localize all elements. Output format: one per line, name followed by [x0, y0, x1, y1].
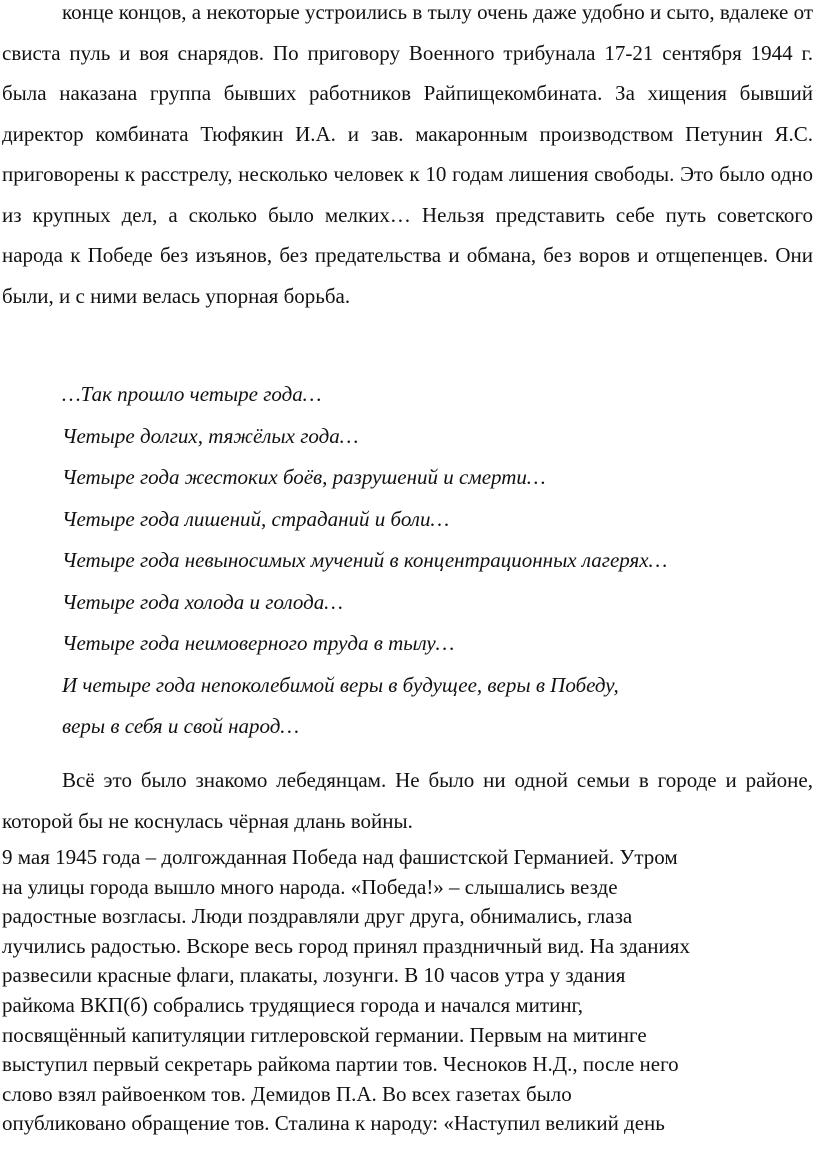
verse-line: веры в себя и свой народ…	[62, 714, 300, 738]
paragraph-3-line: развесили красные флаги, плакаты, лозунги. В 10 часов утра у здания	[2, 963, 626, 988]
paragraph-1: конце концов, а некоторые устроились в тылу очень даже удобно и сыто, вдалеке от свиста пуль и воя снарядов. По приговору Военного трибунала 17-21 сентября 1944 г. была наказана группа бывших работников Райпищекомбината. За хищения бывший директор комбината Тюфякин И.А. и зав. макаронным производством Петунин Я.С. приговорены к расстрелу, несколько человек к 10 годам лишения свободы. Это было одно из крупных дел, а сколько было мелких… Нельзя представить себе путь советского народа к Победе без изъянов, без предательства и обмана, без воров и отщепенцев. Они были, и с ними велась упорная борьба.	[2, 0, 813, 308]
verse-line: Четыре года холода и голода…	[62, 589, 343, 614]
verse-line: Четыре года жестоких боёв, разрушений и смерти…	[62, 465, 546, 489]
paragraph-3-line: посвящённый капитуляции гитлеровской германии. Первым на митинге	[2, 1022, 647, 1047]
paragraph-3-line: радостные возгласы. Люди поздравляли друг друга, обнимались, глаза	[2, 904, 633, 929]
paragraph-3-line: на улицы города вышло много народа. «Победа!» – слышались везде	[2, 874, 618, 899]
paragraph-3-line: лучились радостью. Вскоре весь город принял праздничный вид. На зданиях	[2, 933, 690, 958]
verse-line: Четыре долгих, тяжёлых года…	[62, 423, 359, 448]
paragraph-3-line: опубликовано обращение тов. Сталина к народу: «Наступил великий день	[2, 1111, 665, 1136]
verse-block	[62, 374, 802, 748]
verse-line: И четыре года непоколебимой веры в будущее, веры в Победу,	[62, 672, 619, 697]
verse-line: Четыре года неимоверного труда в тылу…	[62, 631, 455, 655]
verse-line: …Так прошло четыре года…	[62, 382, 322, 406]
verse-line: Четыре года лишений, страданий и боли…	[62, 506, 450, 531]
paragraph-3-line: слово взял райвоенком тов. Демидов П.А. Во всех газетах было	[2, 1081, 572, 1106]
paragraph-3-line: райкома ВКП(б) собрались трудящиеся города и начался митинг,	[2, 992, 584, 1017]
paragraph-2: Всё это было знакомо лебедянцам. Не было ни одной семьи в городе и районе, которой бы не коснулась чёрная длань войны.	[2, 768, 813, 833]
paragraph-3-line: 9 мая 1945 года – долгожданная Победа над фашистской Германией. Утром	[2, 845, 678, 869]
paragraph-3	[2, 843, 802, 1139]
verse-line: Четыре года невыносимых мучений в концентрационных лагерях…	[62, 548, 668, 572]
paragraph-3-line: выступил первый секретарь райкома партии тов. Чесноков Н.Д., после него	[2, 1052, 679, 1077]
